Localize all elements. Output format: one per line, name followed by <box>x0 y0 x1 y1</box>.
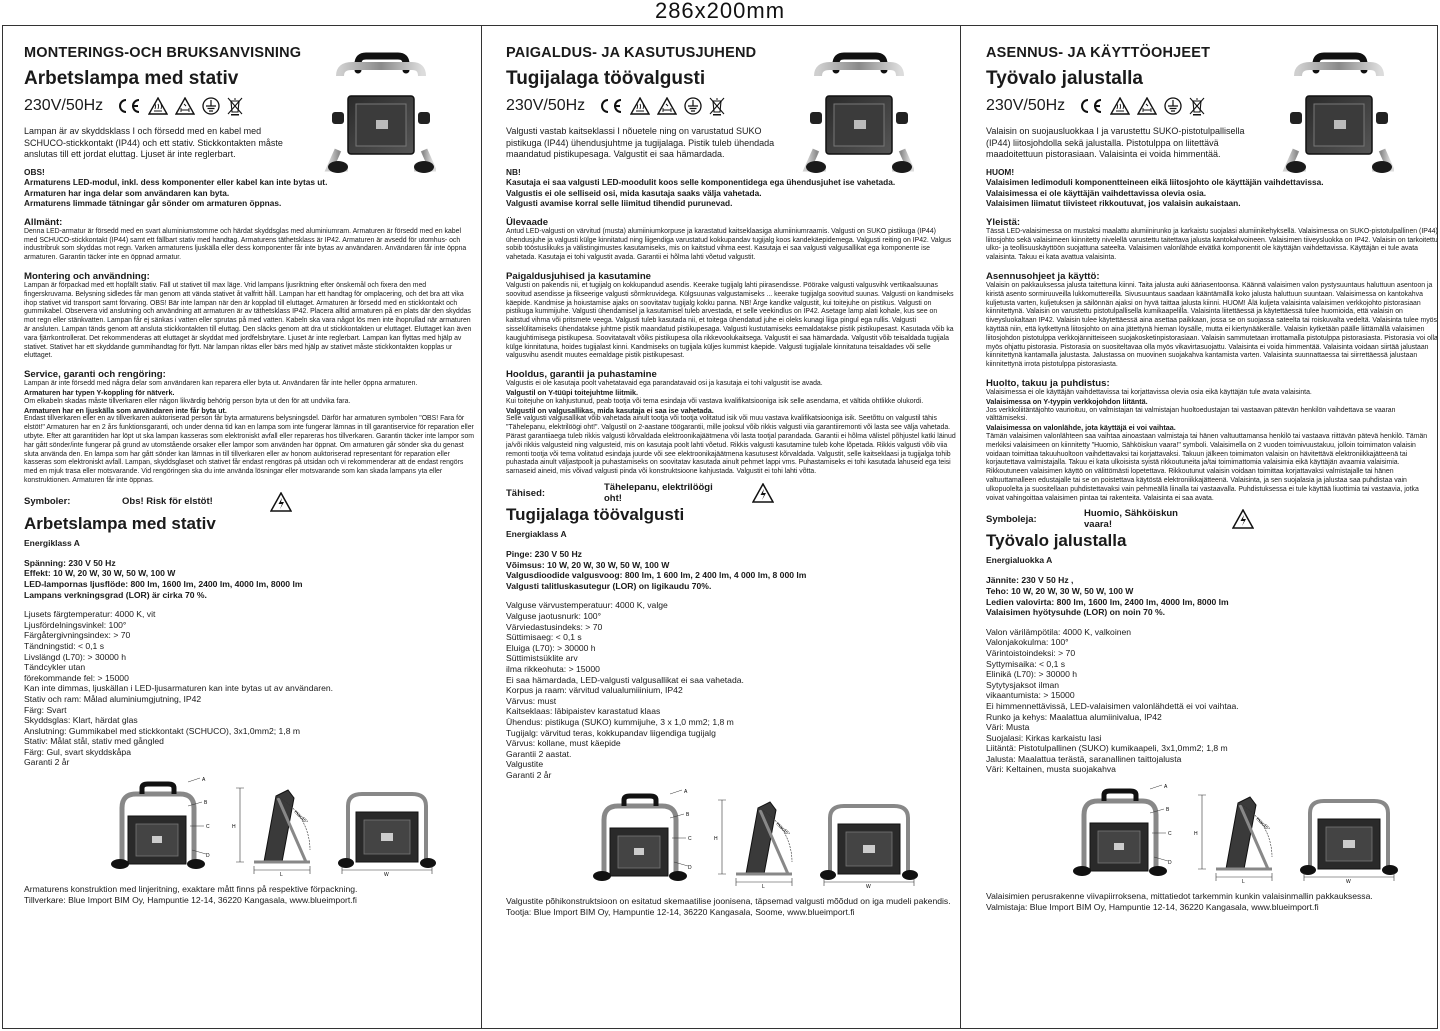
drawing-label-d: D <box>688 865 692 872</box>
earth-ground-icon <box>202 97 220 115</box>
drawing-label-w: W <box>866 884 871 889</box>
section-emphasis: Armaturen har en ljuskälla som användaren inte får byta ut. <box>24 405 227 415</box>
weee-bin-icon <box>227 96 243 116</box>
footer-line: Tootja: Blue Import BIM Oy, Hampuntie 12-14, 36220 Kangasala, Soome, www.blueimport.fi <box>506 907 855 918</box>
distance-warning-icon <box>1137 97 1157 115</box>
drawing-label-h: H <box>232 824 236 831</box>
energy-class: Energiaklass A <box>506 529 567 539</box>
dimension-drawings <box>986 783 1438 883</box>
warning-line: Valgustis ei ole selliseid osi, mida kasutaja saaks välja vahetada. <box>506 187 762 198</box>
certification-symbols <box>115 96 243 116</box>
spec-line: Färg: Svart <box>24 704 67 715</box>
work-lamp-illustration <box>324 50 436 174</box>
drawing-label-d: D <box>1168 860 1172 867</box>
product-title: Arbetslampa med stativ <box>24 68 239 89</box>
spec-line: Väri: Keltainen, musta suojakahva <box>986 764 1116 775</box>
warning-title: HUOM! <box>986 166 1015 177</box>
manual-sections <box>506 217 958 477</box>
spec-line: Runko ja kehys: Maalattua alumiinivalua, IP42 <box>986 711 1162 722</box>
symbol-legend-text: Tähelepanu, elektrilöögi oht! <box>604 482 713 504</box>
section-paragraph: Valaisimessa ei ole käyttäjän vaihdettavissa tai korjattavissa olevia osia eikä käyttäjän tule avata valaisinta. <box>986 389 1312 397</box>
drawing-label-h: H <box>1194 831 1198 838</box>
section-paragraph: Om elkabeln skadas måste tillverkaren eller någon likvärdig behörig person byta ut den för att undvika fara. <box>24 397 351 405</box>
drawing-label-b: B <box>686 812 690 819</box>
warning-title: NB! <box>506 166 521 177</box>
warning-line: Valaisimessa ei ole käyttäjän vaihdettavissa olevia osia. <box>986 187 1206 198</box>
product-title-secondary: Tugijalaga töövalgusti <box>506 505 685 524</box>
spec-line: Korpus ja raam: värvitud valualumiiinium, IP42 <box>506 685 683 696</box>
spec-line: Valaisimen hyötysuhde (LOR) on noin 70 %. <box>986 607 1166 618</box>
warning-line: Armaturen har inga delar som användaren kan byta. <box>24 187 230 198</box>
instructions-heading: MONTERINGS-OCH BRUKSANVISNING <box>24 45 302 61</box>
manual-section <box>24 369 476 486</box>
section-emphasis: Valaisimessa on valonlähde, jota käyttäjä ei voi vaihtaa. <box>986 423 1176 433</box>
drawing-label-a: A <box>684 789 688 796</box>
spec-line: Anslutning: Gummikabel med stickkontakt (SCHUCO), 3x1,0mm2; 1,8 m <box>24 725 301 736</box>
symbol-legend-label: Symboleja: <box>986 513 1037 525</box>
product-title: Työvalo jalustalla <box>986 68 1143 89</box>
spec-line: Valgusti talitluskasutegur (LOR) on ligikaudu 70%. <box>506 580 712 591</box>
drawing-label-w: W <box>1346 879 1351 884</box>
symbol-legend-text: Obs! Risk för elstöt! <box>122 496 213 508</box>
main-specifications <box>986 575 1438 617</box>
section-emphasis: Valaisimessa on Y-tyypin verkkojohdon liitäntä. <box>986 396 1148 406</box>
intro-text: Valaisin on suojausluokkaa I ja varustettu SUKO-pistotulpallisella (IP44) liitosjohdolla sekä jalustalla. Pistotulppa on liitettävä maadoitettuun pistorasiaan. Valaisinta ei voida himmentää. <box>986 126 1245 159</box>
spec-line: Valgusdioodide valgusvoog: 800 lm, 1 600 lm, 2 400 lm, 4 000 lm, 8 000 lm <box>506 570 807 581</box>
earth-ground-icon <box>684 97 702 115</box>
drawing-label-l: L <box>1242 879 1245 884</box>
section-paragraph: Lampan är förpackad med ett hopfällt stativ. Fäll ut stativet till max läge. Vrid lampans ljusriktning efter önskemål och fixera den med fingerskruvarna. Belysning sidledes får man genom att vända stativet åt valfritt håll. Lampan har ett handtag för omplacering, och det bra att vika ihop stativet vid transport samt förvaring. OBS! Bär inte lampan när den är kopplad till eluttaget. Armaturen är försedd med en stickkontakt och gummikabel. Observera vid anslutning och användning att armaturen är av täthetsklass IP42. Placera alltid armaturen på en plats där den skyddas mot regn eller stänkvatten. Lampan får ej sänkas i vatten eller sprutas på med vatten. Kabeln ska vara något lös men inte ihoprullad när armaturen är ansluten. Lampan tänds genom att ansluta stickkontakten till eluttag. Den släcks genom att dra ut stickkontakten ur eluttaget. Eluttaget kan även vara fjärrkontrollerat. Det rekommenderas att eluttaget är skyddat med jordfelsbrytare. Ljuset är inte reglerbart. Lampan kan flyttas med hjälp av stativet. Stativet har ett skyddande gummihandtag för flytt. När lampan riktas eller bärs med hjälp av stativet måste stickkontakten kopplas ur eluttaget. <box>24 282 472 360</box>
ce-mark-icon <box>115 98 141 114</box>
drawing-label-b: B <box>204 800 208 807</box>
electric-shock-warning-icon <box>1232 509 1254 529</box>
spec-line: Stativ: Målat stål, stativ med gångled <box>24 736 164 747</box>
lamp-front-drawing <box>1064 783 1176 879</box>
energy-class: Energiklass A <box>24 537 80 548</box>
spec-line: Süttimisaeg: < 0,1 s <box>506 632 582 643</box>
spec-line: Tändningstid: < 0,1 s <box>24 640 105 651</box>
spec-line: Färg: Gul, svart skyddskåpa <box>24 746 131 757</box>
section-paragraph: Endast tillverkaren eller en av tillverkaren auktoriserad person får byta armaturens belysningsdel. Därför har armaturen symbolen "OBS! Fara för elstöt!" Armaturen har en 2 års funktionsgaranti, och under denna tid kan en lampa som inte fungerar lämnas in till garantiservice för reparation eller utbyte. Efter att garantitiden har löpt ut ska lampan kasseras som elektroniskt avfall eller repareras hos tillverkaren. Garantin täcker inte lampor som har gått sönder/inte fungerar på grund av utomstående orsaker eller lampor som använden har öppnat. Om armaturen går sönder ska du genast sluta använda den. En lampa som har gått sönder kan lämnas in till tillverkaren eller av honom auktoriserad representant för reparation eller kasseras som elektroniskt avfall. Lampan, skyddsglaset och stativet får endast rengöras på utsidan och vi rekommenderar att de endast rengörs med en mjuk trasa eller motsvarande. Vid rengöringen ska du inte använda lösningar eller motsvarande som kan skada lampans yta eller konstruktionen. Armaturen får inte öppnas. <box>24 415 475 484</box>
lamp-front-dimension-drawing <box>332 776 442 876</box>
voltage-label: 230V/50Hz <box>986 97 1066 114</box>
spec-line: Stativ och ram: Målad aluminiumgjutning, IP42 <box>24 693 202 704</box>
spec-line: Valguse jaotusnurk: 100° <box>506 610 602 621</box>
manual-sections <box>24 217 476 486</box>
spec-line: Teho: 10 W, 20 W, 30 W, 50 W, 100 W <box>986 585 1134 596</box>
spec-line: Garanti 2 år <box>24 757 70 768</box>
warning-line: Armaturens limmade tätningar går sönder om armaturen öppnas. <box>24 198 282 209</box>
voltage-label: 230V/50Hz <box>506 97 586 114</box>
drawing-label-d: D <box>206 853 210 860</box>
manual-section <box>506 217 958 263</box>
section-body <box>24 282 476 361</box>
instructions-heading: PAIGALDUS- JA KASUTUSJUHEND <box>506 45 757 61</box>
dimension-drawings <box>24 776 476 876</box>
hot-surface-warning-icon <box>148 97 168 115</box>
warning-line: Valaisimen liimatut tiivisteet rikkoutuvat, jos valaisin aukaistaan. <box>986 198 1241 209</box>
drawing-angle-label: max45° <box>292 809 309 826</box>
spec-line: Värviedastusindeks: > 70 <box>506 621 603 632</box>
section-body <box>24 228 476 263</box>
technical-specifications <box>986 627 1438 775</box>
spec-line: Väri: Musta <box>986 722 1030 733</box>
section-paragraph: Antud LED-valgusti on värvitud (musta) alumiiniumkorpuse ja karastatud kaitseklaasiga alumiiniumraamis. Valgusti on SUKO pistikuga (IP44) ühendusjuhe ja valgusti külge kinnitatud ning liigendiga varustatud kokkupandav tugijalg koos kandekäepidemega. Valgusti reiting on IP42. Valgus sobib tööstuslikuks ja välistingimustes kasutamiseks, mis on kaitstud vihma eest. Kasutaja ei saa valgusti valgusallikat ega komponente ise vahetada. Kasutaja ei tohi valgustit avada. Garantii ei hõlma lahti võetud valgustit. <box>506 227 952 262</box>
spec-line: Sytytysjaksot ilman <box>986 679 1060 690</box>
spec-line: ilma rikkeohuta: > 15000 <box>506 663 600 674</box>
hot-surface-warning-icon <box>630 97 650 115</box>
spec-line: Jännite: 230 V 50 Hz , <box>986 575 1074 586</box>
spec-line: Ljusfördelningsvinkel: 100° <box>24 619 127 630</box>
drawing-label-c: C <box>688 836 692 843</box>
section-paragraph: Tässä LED-valaisimessa on mustaksi maalattu alumiinirunko ja karkaistu suojalasi alumiinikehyksellä. Valaisimessa on SUKO-pistotulpallinen (IP44) liitosjohto sekä valaisimeen kiinnitetty nivelellä varustettu taitettava jalusta kantokahvoineen. Valaisimen tiiveysluokka on IP42. Valaisin on tarkoitettu ulko- ja teollisuuskäyttöön suojattuna sateelta. Valaisimen valonlähde eivätkä komponentit ole käyttäjän vaihdettavissa. Käyttäjän ei tule avata valaisinta. Takuu ei kata avattua valaisinta. <box>986 227 1438 262</box>
spec-line: Lampans verkningsgrad (LOR) är cirka 70 %. <box>24 589 207 600</box>
hot-surface-warning-icon <box>1110 97 1130 115</box>
energy-class: Energialuokka A <box>986 555 1053 566</box>
drawing-label-a: A <box>1164 784 1168 791</box>
spec-line: Värvus: must <box>506 695 557 706</box>
section-body <box>506 380 958 477</box>
manual-section <box>506 369 958 477</box>
section-paragraph: Valaisin on pakkauksessa jalusta taitettuna kiinni. Taita jalusta auki ääriasentoonsa. Käännä valaisimen valon pystysuuntaus haluttuun asentoon ja kiristä asento sormiruuveilla lukkomuttereilla. Sivusuuntaus saadaan kääntämällä koko jalusta haluttuun suuntaan. Valaisimessa on kantokahva kuljetusta varten, kuljetuksen ja säilönnän ajaksi on hyvä taittaa jalusta kiinni. HUOM! Älä kuljeta valaisinta valaisimen verkkojohto pistorasiaan kiinnitettynä. Valaisin on varustettu pistotulpallisella kumikaapelilla. Valaisinta liitettäessä ja käytettäessä tulee huomioida, että valaisin on tiiveysluokaltaan IP42. Valaisin tulee käytettäessä aina asettaa paikkaan, jossa se on suojassa sateelta tai roiskuvalta vedeltä. Valaisinta tulee myös käyttää niin, että kytkettynä liitosjohto on aina jätettynä hieman löysälle, mutta ei kiertynääkerälle. Valaisin kytketään päälle liittämällä valaisimen liitosjohdon pistotulppa verkkojännitteiseen suojakosketinpistorasiaan. Valaisin sammutetaan irrottamalla pistotulppa pistorasiasta. Pistorasia voi olla myös ohjattu pistorasia. Pistorasia on suositeltavaa olla myös vikavirtasuojattu. Valaisinta ei voida himmentää. Valaisinta voidaan siirtää jalustaan kiinnitettynä kantamalla jalustasta. Jalustassa on muovinen suojakahva kantamista varten. Valaisinta suunnattaessa tai siirrettäessä jalustaan kiinnitettynä irrota pistotulppa pistorasiasta. <box>986 282 1438 369</box>
footer-notes <box>506 896 958 918</box>
work-lamp-illustration <box>802 50 914 174</box>
section-title: Asennusohjeet ja käyttö: <box>986 271 1100 283</box>
spec-line: vikaantumista: > 15000 <box>986 690 1075 701</box>
spec-line: Garantii 2 aastat. <box>506 748 572 759</box>
footer-notes <box>24 884 476 906</box>
spec-line: Syttymisaika: < 0,1 s <box>986 658 1066 669</box>
lamp-front-dimension-drawing <box>1294 783 1404 883</box>
product-title: Tugijalaga töövalgusti <box>506 68 706 89</box>
footer-line: Valgustite põhikonstruktsioon on esitatud skemaatilise joonisena, täpsemad valgusti mõõdud on iga mudeli pakendis. <box>506 896 951 907</box>
intro-text: Valgusti vastab kaitseklassi I nõuetele ning on varustatud SUKO pistikuga (IP44) ühendusjuhtme ja tugijalaga. Pistik tuleb ühendada maandatud pistikupesaga. Valgustit ei saa hämardada. <box>506 126 775 159</box>
section-body <box>24 380 476 486</box>
spec-line: LED-lampornas ljusflöde: 800 lm, 1600 lm, 2400 lm, 4000 lm, 8000 lm <box>24 578 303 589</box>
spec-line: Ühendus: pistikuga (SUKO) kummijuhe, 3 x 1,0 mm2; 1,8 m <box>506 716 734 727</box>
warning-line: Kasutaja ei saa valgusti LED-moodulit koos selle komponentidega ega ühendusjuhet ise vahetada. <box>506 177 896 188</box>
lamp-front-dimension-drawing <box>814 788 924 888</box>
drawing-label-c: C <box>1168 831 1172 838</box>
spec-line: förekommande fel: > 15000 <box>24 672 129 683</box>
manual-section <box>506 271 958 361</box>
spec-line: Effekt: 10 W, 20 W, 30 W, 50 W, 100 W <box>24 568 176 579</box>
technical-specifications <box>506 600 958 780</box>
warning-lines <box>506 177 946 209</box>
section-body <box>506 282 958 361</box>
section-paragraph: Tämän valaisimen valonlähteen saa vaihtaa ainoastaan valmistaja tai hänen valtuuttamansa henkilö tai vastaava riittävän pätevä henkilö. Tämän merkiksi valaisimeen on kiinnitetty "Huomio, Sähköiskun vaara!" symboli. Valaisimella on 2 vuoden toimivuustakuu, jolloin toimimaton valaisin voidaan toimittaa takuuhuoltoon vaihdettavaksi tai korjattavaksi. Takuun jälkeen toimimaton valaisin on hävitettävä elektroniikkajätteenä tai korjautettava valmistajalla. Takuu ei kata ulkoisista syistä rikkoutuneita ja/tai toimimattomia valaisimia eikä käyttäjän avaamia valaisimia. Rikkoutuneen valaisimen käyttö on välittömästi lopetettava. Rikkoutunut valaisin voidaan toimittaa korjattavaksi valmistajalle tai hänen valtuuttamalleen edustajalle tai se on poistettava käytöstä elektroniikkajätteenä. Valaisinta, ja sen suojalasia ja jalustaa saa puhdistaa vain ulkopuolelta ja suositellaan puhdistettavaksi vain pehmeällä liinalla tai vastaavalla. Puhdistuksessa ei tule käyttää liuottimia tai vastaavia, jotka voivat vahingoittaa valaisimen pintaa tai rakenteita. Valaisinta ei saa avata. <box>986 433 1428 502</box>
instructions-heading: ASENNUS- JA KÄYTTÖOHJEET <box>986 45 1211 61</box>
manual-section <box>24 217 476 263</box>
warning-lines <box>24 177 464 209</box>
technical-specifications <box>24 609 476 768</box>
footer-line: Armaturens konstruktion med linjeritning, exaktare mått finns på respektive förpackning. <box>24 884 358 895</box>
drawing-label-l: L <box>280 872 283 877</box>
earth-ground-icon <box>1164 97 1182 115</box>
drawing-label-a: A <box>202 777 206 784</box>
symbol-legend-label: Symboler: <box>24 496 71 508</box>
section-title: Hooldus, garantii ja puhastamine <box>506 369 657 381</box>
spec-line: Valgustite <box>506 759 544 770</box>
section-paragraph: Selle valgusti valgusallikat võib vahetada ainult tootja või tootja volitatud isik või muu vastava kvalifikatsiooniga isik. Seetõttu on valgustil tähis "Tähelepanu, elektrilöögi oht!". Valgustil on 2-aastane töögarantii, mille jooksul võib rikkis valgusti viia garantiiremonti või lasta see välja vahetada. Pärast garantiiaega tuleb rikkis valgusti kõrvaldada elektroonikajäätmena või lasta tootjal parandada. Garantii ei hõlma välistel põhjustel katki läinud ja/või rikkis valgusteid ning valgusteid, mis on kasutaja poolt lahti võetud. Rikkis valgusti kasutamine tuleb kohe lõpetada. Rikkis valgusti võib viia remonti tootja või tema volitatud esindaja juurde või see elektroonikajäätmena kasutusest kõrvaldada. Valgustit, selle kaitseklaasi ja tugijalga tohib puhastada ainult väljastpoolt ja puhastamiseks on soovitatav kasutada ainult pehmet lappi vms. Puhastamiseks ei tohi kasutada lahuseid ega teisi sarnaseid aineid, mis võivad valgusti pinda või konstruktsioone kahjustada. Valgustit ei tohi lahti võtta. <box>506 415 956 476</box>
warning-line: Valaisimen ledimoduli komponentteineen eikä liitosjohto ole käyttäjän vaihdettavissa. <box>986 177 1324 188</box>
spec-line: Tugijalg: värvitud teras, kokkupandav liigendiga tugijalg <box>506 727 716 738</box>
spec-line: Färgåtergivningsindex: > 70 <box>24 630 131 641</box>
section-paragraph: Lampan är inte försedd med några delar som användaren kan reparera eller byta ut. Användaren får inte heller öppna armaturen. <box>24 380 418 388</box>
electric-shock-warning-icon <box>752 483 774 503</box>
language-column <box>506 44 958 1024</box>
section-body <box>986 389 1438 503</box>
distance-warning-icon <box>175 97 195 115</box>
section-paragraph: Jos verkkoliitäntäjohto vaurioituu, on valmistajan tai valmistajan huoltoedustajan tai vastaavan pätevän henkilön vaihdettava se vaaran välttämiseksi. <box>986 406 1396 423</box>
section-body <box>986 282 1438 370</box>
spec-line: Tändcykler utan <box>24 662 86 673</box>
spec-line: Värvus: kollane, must käepide <box>506 738 621 749</box>
spec-line: Valonjakokulma: 100° <box>986 637 1069 648</box>
warning-line: Valgusti avamise korral selle liimitud tihendid purunevad. <box>506 198 733 209</box>
sheet-size-title: 286x200mm <box>654 0 786 23</box>
section-title: Allmänt: <box>24 216 63 228</box>
spec-line: Süttimistsüklite arv <box>506 653 578 664</box>
section-title: Montering och användning: <box>24 271 150 283</box>
footer-notes <box>986 891 1438 913</box>
lamp-side-drawing <box>706 788 806 888</box>
spec-line: Livslängd (L70): > 30000 h <box>24 651 127 662</box>
intro-text: Lampan är av skyddsklass I och försedd med en kabel med SCHUCO-stickkontakt (IP44) och ett stativ. Stickkontakten måste anslutas till ett jordat eluttag. Ljuset är inte reglerbart. <box>24 126 283 159</box>
language-column <box>986 44 1438 1024</box>
section-paragraph: Valgusti on pakendis nii, et tugijalg on kokkupandud asendis. Keerake tugijalg lahti piirasendisse. Pöörake valgusti valgusvihk vertikaalsuunas soovitud asendisse ja fikseerige valgusti sõrmkruvidega. Külgsuunas valgustamiseks ... keerake tugijalga soovitud suunas. Valgusti on kandmiseks käepide. Kandmise ja hoiustamise ajaks on soovitatav tugijalg kokku panna. NB! Ärge kandke valgustit, kui toitejuhe on pistikus. Valgusti on pistikuga kummijuhe. Valgusti ühendamisel ja kasutamisel tuleb arvestada, et selle veekindlus on IP42. Asetage lamp alati kohale, kus see on kaitstud vihma või pritsmete veega. Valgusti tuleb kasutada nii, et toitega ühendatud juhe ei oleks kunagi liiga pingul ega rullis. Valgusti sisselülitamiseks ühendatakse juhtme pistik maandatud pistikupesaga. Valgusti kustutamiseks eemaldatakse pistik pistikupesast. Kasutada võib ka kaugjuhtimisega pistikupesa. Soovitatavalt võiks pistikupesa olla rikkevoolukaitsega. Valgustit ei saa hämardada. Valgustit võib teisaldada tugijala külge kinnitatuna, hoides tugijalast kinni. Kandmiseks on tugijala küljes kummist käepide. Valgusti tugijalale kinnitatuna teisaldades või selle valgusvihu asendit muutes eemaldage pistik pistikupesast. <box>506 282 954 360</box>
symbol-legend-label: Tähised: <box>506 487 546 499</box>
lamp-front-drawing <box>584 788 696 884</box>
weee-bin-icon <box>709 96 725 116</box>
section-title: Service, garanti och rengöring: <box>24 369 166 381</box>
manual-section <box>986 271 1438 370</box>
symbol-legend-row <box>986 509 1438 529</box>
symbol-legend-text: Huomio, Sähköiskun vaara! <box>1084 508 1178 531</box>
spec-line: Spänning: 230 V 50 Hz <box>24 557 116 568</box>
ce-mark-icon <box>597 98 623 114</box>
column-divider <box>481 25 482 1029</box>
spec-line: Ei himmennettävissä, LED-valaisimen valonlähdettä ei voi vaihtaa. <box>986 700 1239 711</box>
spec-line: Pinge: 230 V 50 Hz <box>506 549 582 559</box>
spec-line: Värintoistoindeksi: > 70 <box>986 647 1076 658</box>
manual-section <box>24 271 476 361</box>
section-title: Paigaldusjuhised ja kasutamine <box>506 271 652 283</box>
section-emphasis: Valgustil on valgusallikas, mida kasutaja ei saa ise vahetada. <box>506 405 714 415</box>
footer-line: Valaisimien perusrakenne viivapiirroksena, mittatiedot tarkemmin kunkin valaisinmallin pakkauksessa. <box>986 891 1373 902</box>
ce-mark-icon <box>1077 98 1103 114</box>
weee-bin-icon <box>1189 96 1205 116</box>
section-title: Ülevaade <box>506 216 549 228</box>
section-paragraph: Valgustis ei ole kasutaja poolt vahetatavaid ega parandatavaid osi ja kasutaja ei tohi valgustit ise avada. <box>506 380 823 388</box>
dimension-drawings <box>506 788 958 888</box>
spec-line: Kan inte dimmas, ljuskällan i LED-ljusarmaturen kan inte bytas ut av användaren. <box>24 683 334 694</box>
drawing-angle-label: max45° <box>1254 816 1271 833</box>
spec-line: Ei saa hämardada, LED-valgusti valgusallikat ei saa vahetada. <box>506 674 744 685</box>
main-specifications <box>24 558 476 600</box>
product-title-secondary: Arbetslampa med stativ <box>24 513 216 533</box>
symbol-legend-row <box>24 492 476 512</box>
section-body <box>506 228 958 263</box>
drawing-label-b: B <box>1166 807 1170 814</box>
manual-section <box>986 378 1438 503</box>
manual-sections <box>986 217 1438 504</box>
spec-line: Võimsus: 10 W, 20 W, 30 W, 50 W, 100 W <box>506 559 670 570</box>
drawing-label-h: H <box>714 836 718 843</box>
section-emphasis: Valgustil on Y-tüüpi toitejuhtme liitmik. <box>506 388 639 398</box>
spec-line: Eluiga (L70): > 30000 h <box>506 642 596 653</box>
footer-line: Valmistaja: Blue Import BIM Oy, Hampuntie 12-14, 36220 Kangasala, www.blueimport.fi <box>986 901 1319 912</box>
spec-line: Suojalasi: Kirkas karkaistu lasi <box>986 732 1102 743</box>
warning-line: Armaturens LED-modul, inkl. dess komponenter eller kabel kan inte bytas ut. <box>24 177 328 188</box>
electric-shock-warning-icon <box>270 492 292 512</box>
lamp-side-drawing <box>224 776 324 876</box>
certification-symbols <box>597 96 725 116</box>
lamp-side-drawing <box>1186 783 1286 883</box>
spec-line: Valon värilämpötila: 4000 K, valkoinen <box>986 626 1132 637</box>
product-title-secondary: Työvalo jalustalla <box>986 531 1127 551</box>
spec-line: Ledien valovirta: 800 lm, 1600 lm, 2400 lm, 4000 lm, 8000 lm <box>986 596 1229 607</box>
drawing-label-w: W <box>384 872 389 877</box>
drawing-label-c: C <box>206 824 210 831</box>
section-paragraph: Kui toitejuhe on kahjustunud, peab tootja või tema esindaja või vastava kvalifikatsiooniga isik selle asendama, et vältida ohtlikke olukordi. <box>506 397 924 405</box>
drawing-angle-label: max45° <box>774 821 791 838</box>
section-emphasis: Armaturen har typen Y-koppling för nätverk. <box>24 388 175 398</box>
work-lamp-illustration <box>1282 50 1394 174</box>
spec-line: Elinikä (L70): > 30000 h <box>986 669 1078 680</box>
warning-lines <box>986 177 1426 209</box>
lamp-front-drawing <box>102 776 214 872</box>
distance-warning-icon <box>657 97 677 115</box>
footer-line: Tillverkare: Blue Import BIM Oy, Hampuntie 12-14, 36220 Kangasala, www.blueimport.fi <box>24 894 357 905</box>
voltage-label: 230V/50Hz <box>24 97 104 114</box>
symbol-legend-row <box>506 483 958 503</box>
spec-line: Garanti 2 år <box>506 769 552 780</box>
column-divider <box>960 25 961 1029</box>
section-title: Yleistä: <box>986 216 1021 228</box>
spec-line: Liitäntä: Pistotulpallinen (SUKO) kumikaapeli, 3x1,0mm2; 1,8 m <box>986 743 1228 754</box>
language-column <box>24 44 476 1024</box>
drawing-label-l: L <box>762 884 765 889</box>
section-body <box>986 228 1438 263</box>
certification-symbols <box>1077 96 1205 116</box>
warning-title: OBS! <box>24 166 45 177</box>
section-paragraph: Denna LED-armatur är försedd med en svart aluminiumstomme och härdat skyddsglas med aluminiumram. Armaturen är försedd med en kabel med SCHUCO-stickkontakt (IP44) samt ett fällbart stativ med handtag. Armaturens täthetsklass är IP42. Armaturen är avsedd för utomhus- och industribruk som skyddas mot regn. Varken armaturens ljuskälla eller dess komponenter får inte bytas av användaren. Användaren får inte öppna armaturen. Garantin täcker inte en öppnad armatur. <box>24 227 467 262</box>
section-title: Huolto, takuu ja puhdistus: <box>986 378 1110 390</box>
spec-line: Ljusets färgtemperatur: 4000 K, vit <box>24 609 156 620</box>
main-specifications <box>506 549 958 591</box>
manual-section <box>986 217 1438 263</box>
spec-line: Skyddsglas: Klart, härdat glas <box>24 715 138 726</box>
spec-line: Jalusta: Maalattua terästä, saranallinen taittojalusta <box>986 753 1182 764</box>
spec-line: Kaitseklaas: läbipaistev karastatud klaas <box>506 706 661 717</box>
spec-line: Valguse värvustemperatuur: 4000 K, valge <box>506 600 668 611</box>
